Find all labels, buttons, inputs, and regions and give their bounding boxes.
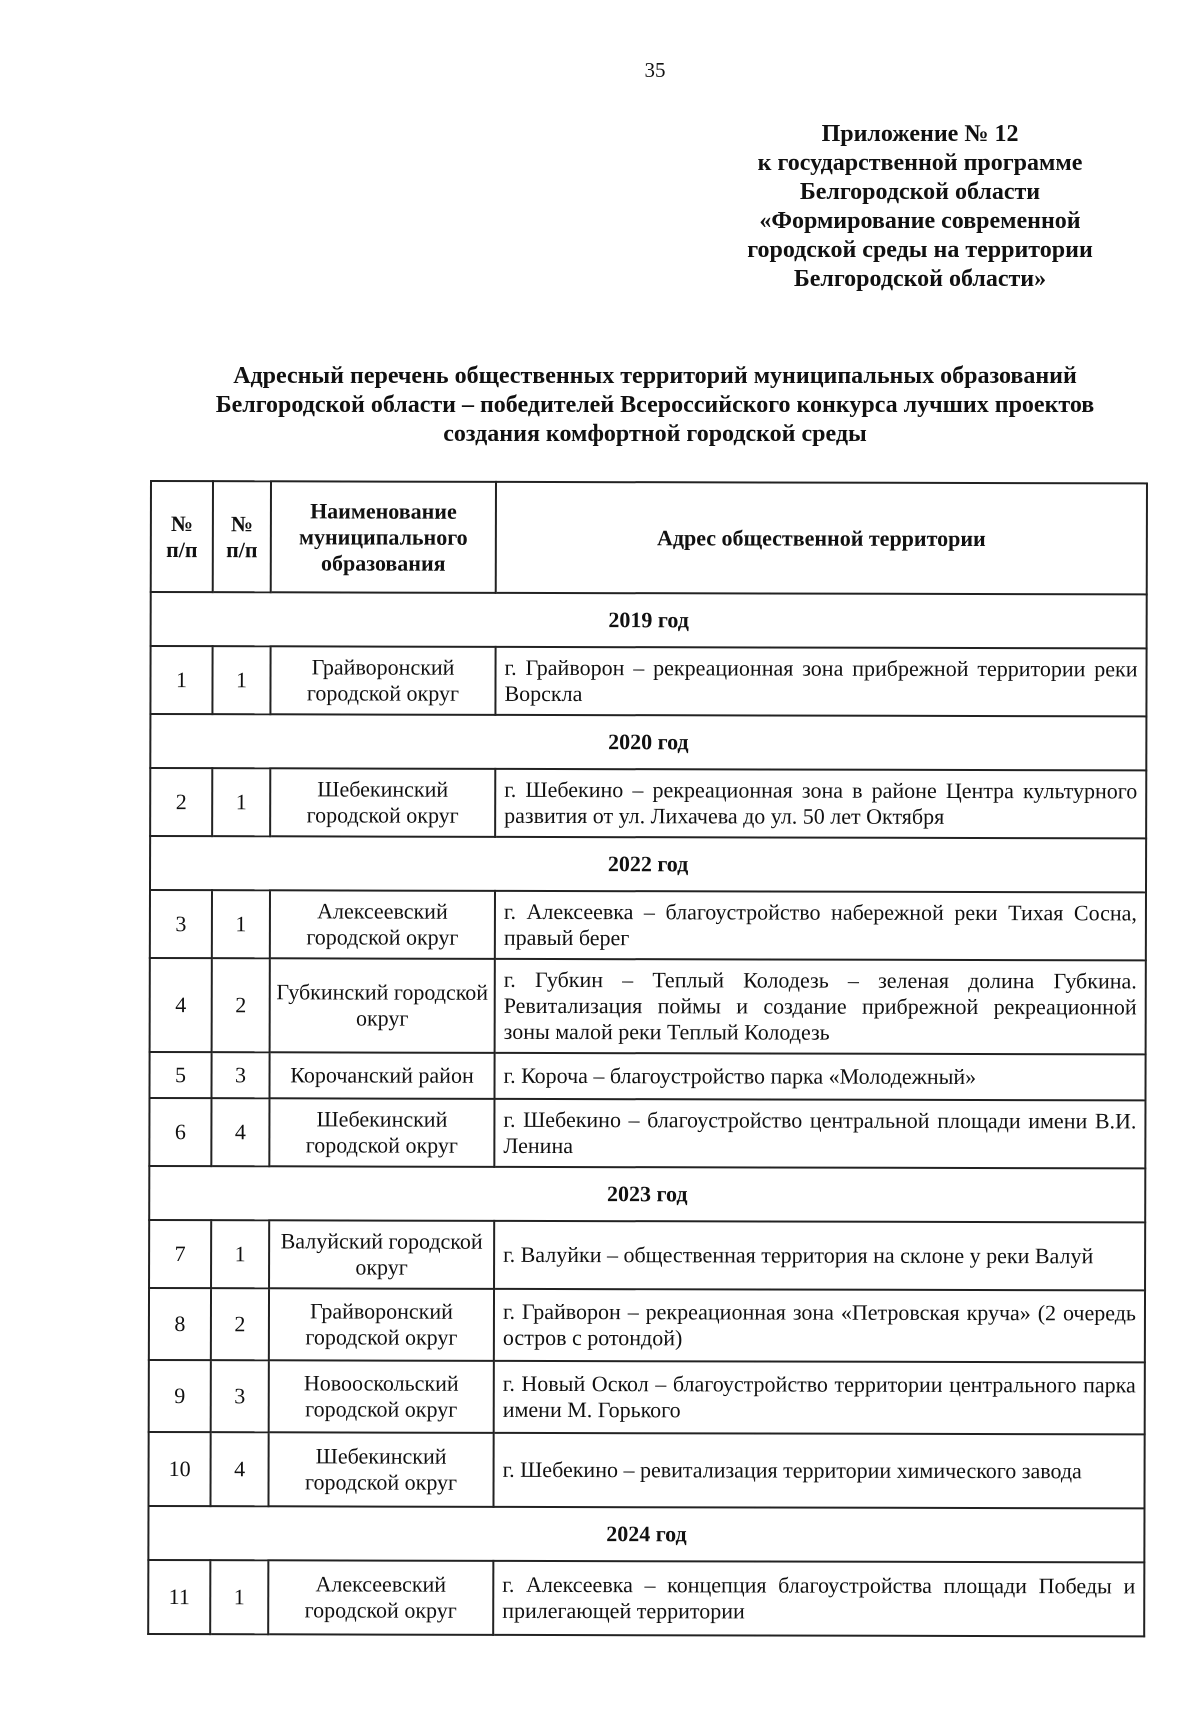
row-address: г. Короча – благоустройство парка «Молодежный» <box>494 1053 1145 1101</box>
table-header-row <box>151 481 1147 594</box>
row-address: г. Грайворон – рекреационная зона прибрежной территории реки Ворскла <box>495 647 1146 717</box>
table-row <box>150 646 1146 716</box>
row-address: г. Шебекино – ревитализация территории химического завода <box>493 1433 1144 1509</box>
row-number-total: 11 <box>148 1560 210 1634</box>
row-number-year: 1 <box>212 890 270 958</box>
appendix-header <box>700 120 1140 294</box>
row-number-year: 2 <box>212 958 270 1052</box>
title-line: Белгородской области – победителей Всероссийского конкурса лучших проектов <box>215 392 1095 418</box>
row-municipality: Шебекинский городской округ <box>270 768 495 837</box>
row-municipality: Губкинский городской округ <box>270 958 495 1053</box>
appendix-line: к государственной программе <box>757 150 1083 176</box>
appendix-line: городской среды на территории <box>747 237 1093 263</box>
table-row <box>149 1360 1145 1434</box>
row-address: г. Грайворон – рекреационная зона «Петровская круча» (2 очередь остров с ротондой) <box>494 1289 1145 1363</box>
row-municipality: Валуйский городской округ <box>269 1220 494 1289</box>
row-municipality: Новооскольский городской округ <box>269 1360 494 1433</box>
row-municipality: Грайворонский городской округ <box>270 646 495 715</box>
table-row <box>150 768 1146 838</box>
year-row <box>150 836 1146 892</box>
row-number-total: 1 <box>150 646 212 714</box>
row-number-total: 2 <box>150 768 212 836</box>
header-address: Адрес общественной территории <box>496 482 1147 595</box>
table-row <box>150 958 1146 1054</box>
territory-table-container <box>147 480 1146 1637</box>
row-number-total: 8 <box>149 1288 211 1360</box>
row-number-total: 3 <box>150 890 212 958</box>
year-label: 2022 год <box>150 836 1146 892</box>
table-row <box>149 1288 1145 1362</box>
title-line: Адресный перечень общественных территорий муниципальных образований <box>233 363 1077 389</box>
title-line: создания комфортной городской среды <box>443 421 867 447</box>
row-number-year: 3 <box>211 1360 269 1432</box>
row-address: г. Валуйки – общественная территория на склоне у реки Валуй <box>494 1221 1145 1291</box>
row-number-total: 10 <box>148 1432 210 1506</box>
appendix-line: Белгородской области» <box>793 266 1047 292</box>
row-municipality: Алексеевский городской округ <box>268 1560 493 1635</box>
row-address: г. Шебекино – благоустройство центральной площади имени В.И. Ленина <box>494 1099 1145 1169</box>
row-number-year: 1 <box>210 1560 268 1634</box>
row-address: г. Шебекино – рекреационная зона в районе Центра культурного развития от ул. Лихачева до ул. 50 лет Октября <box>495 769 1146 839</box>
table-row <box>149 1220 1145 1290</box>
row-municipality: Грайворонский городской округ <box>269 1288 494 1361</box>
row-number-year: 4 <box>210 1432 268 1506</box>
row-number-total: 5 <box>149 1052 211 1098</box>
year-row <box>150 714 1146 770</box>
table-row <box>148 1432 1144 1508</box>
row-number-total: 6 <box>149 1098 211 1166</box>
year-row <box>151 592 1147 648</box>
row-address: г. Алексеевка – благоустройство набережной реки Тихая Сосна, правый берег <box>495 891 1146 961</box>
row-address: г. Новый Оскол – благоустройство территории центрального парка имени М. Горького <box>494 1361 1145 1435</box>
appendix-line: «Формирование современной <box>759 208 1081 234</box>
year-row <box>148 1506 1144 1562</box>
header-number-year: № п/п <box>213 481 271 592</box>
header-number-total: № п/п <box>151 481 213 592</box>
appendix-line: Приложение № 12 <box>821 121 1019 147</box>
page-number: 35 <box>644 58 666 82</box>
row-municipality: Алексеевский городской округ <box>270 890 495 959</box>
document-title <box>130 362 1180 449</box>
row-municipality: Корочанский район <box>269 1052 494 1099</box>
row-number-year: 1 <box>211 1220 269 1288</box>
year-label: 2020 год <box>150 714 1146 770</box>
row-address: г. Губкин – Теплый Колодезь – зеленая долина Губкина. Ревитализация поймы и создание прибрежной рекреационной зоны малой реки Теплый Колодезь <box>495 959 1146 1055</box>
table-row <box>149 1098 1145 1168</box>
table-row <box>150 890 1146 960</box>
appendix-line: Белгородской области <box>799 179 1041 205</box>
row-municipality: Шебекинский городской округ <box>268 1432 493 1507</box>
table-row <box>149 1052 1145 1100</box>
year-label: 2024 год <box>148 1506 1144 1562</box>
row-number-year: 1 <box>212 646 270 714</box>
row-number-year: 1 <box>212 768 270 836</box>
territory-table <box>147 480 1148 1637</box>
row-number-total: 9 <box>149 1360 211 1432</box>
row-number-year: 4 <box>211 1098 269 1166</box>
row-number-total: 7 <box>149 1220 211 1288</box>
year-label: 2019 год <box>151 592 1147 648</box>
row-number-year: 2 <box>211 1288 269 1360</box>
row-municipality: Шебекинский городской округ <box>269 1098 494 1167</box>
header-municipality: Наименование муниципального образования <box>271 481 496 593</box>
row-number-total: 4 <box>150 958 212 1052</box>
year-label: 2023 год <box>149 1166 1145 1222</box>
row-address: г. Алексеевка – концепция благоустройства площади Победы и прилегающей территории <box>493 1561 1144 1637</box>
year-row <box>149 1166 1145 1222</box>
table-row <box>148 1560 1144 1636</box>
row-number-year: 3 <box>211 1052 269 1098</box>
